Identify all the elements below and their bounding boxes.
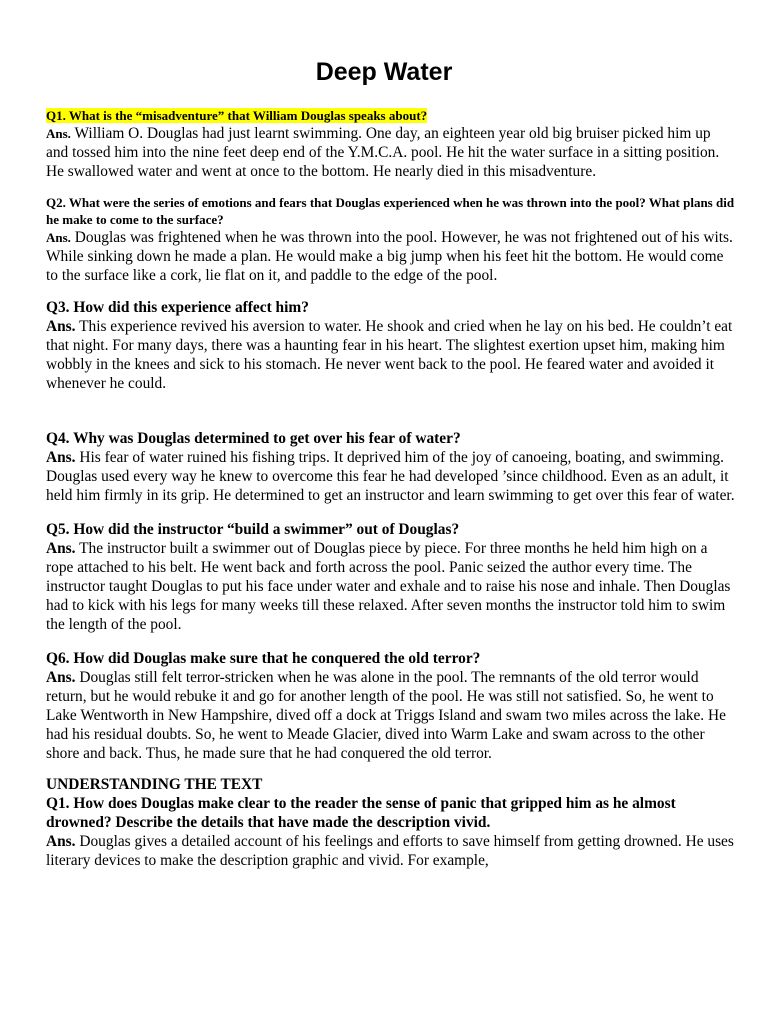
question-6: Q6. How did Douglas make sure that he conquered the old terror? (46, 650, 481, 667)
qa-block-5 (46, 520, 736, 634)
question-2: Q2. What were the series of emotions and fears that Douglas experienced when he was thrown into the pool? What plans did he make to come to the surface? (46, 195, 735, 227)
question-4: Q4. Why was Douglas determined to get over his fear of water? (46, 430, 461, 447)
answer-label: Ans. (46, 669, 76, 686)
section-question-1: Q1. How does Douglas make clear to the reader the sense of panic that gripped him as he almost drowned? Describe the details that have made the description vivid. (46, 795, 676, 831)
document-body (46, 107, 736, 870)
qa-block-6 (46, 649, 736, 763)
answer-label: Ans. (46, 230, 71, 245)
answer-1 (46, 124, 736, 181)
answer-label: Ans. (46, 449, 76, 466)
page-title: Deep Water (315, 58, 453, 86)
question-5: Q5. How did the instructor “build a swimmer” out of Douglas? (46, 521, 460, 538)
answer-text: Douglas still felt terror-stricken when he was alone in the pool. The remnants of the old terror would return, but he would rebuke it and go for another length of the pool. He was still not satisfied. So, he went to Lake Wentworth in New Hampshire, dived off a dock at Triggs Island and swam two miles across the lake. He had his residual doubts. So, he went to Meade Glacier, dived into Warm Lake and swam across to the other shore and back. Thus, he made sure that he had conquered the old terror. (46, 669, 726, 762)
question-3: Q3. How did this experience affect him? (46, 299, 309, 316)
understanding-section (46, 775, 736, 870)
question-1 (46, 107, 736, 124)
answer-text: William O. Douglas had just learnt swimming. One day, an eighteen year old big bruiser picked him up and tossed him into the nine feet deep end of the Y.M.C.A. pool. He hit the water surface in a sitting position. He swallowed water and went at once to the bottom. He nearly died in this misadventure. (46, 125, 720, 180)
answer-text: Douglas gives a detailed account of his feelings and efforts to save himself from getting drowned. He uses literary devices to make the description graphic and vivid. For example, (46, 833, 734, 869)
answer-6 (46, 668, 736, 763)
answer-4 (46, 448, 736, 505)
answer-text: His fear of water ruined his fishing trips. It deprived him of the joy of canoeing, boating, and swimming. Douglas used every way he knew to overcome this fear he had developed ’since childhood. Even as an adult, it held him firmly in its grip. He determined to get an instructor and learn swimming to get over this fear of water. (46, 449, 735, 504)
qa-block-1 (46, 107, 736, 181)
answer-text: This experience revived his aversion to water. He shook and cried when he lay on his bed. He couldn’t eat that night. For many days, there was a haunting fear in his heart. The slightest exertion upset him, making him wobbly in the knees and sick to his stomach. He never went back to the pool. He feared water and avoided it whenever he could. (46, 318, 733, 392)
highlighted-question-text: Q1. What is the “misadventure” that William Douglas speaks about? (46, 108, 428, 123)
answer-5 (46, 539, 736, 634)
answer-label: Ans. (46, 833, 76, 850)
answer-label: Ans. (46, 126, 71, 141)
answer-2 (46, 228, 736, 285)
answer-text: Douglas was frightened when he was thrown into the pool. However, he was not frightened out of his wits. While sinking down he made a plan. He would make a big jump when his feet hit the bottom. He would come to the surface like a cork, lie flat on it, and paddle to the edge of the pool. (46, 229, 733, 284)
section-answer-1 (46, 832, 736, 870)
answer-label: Ans. (46, 318, 76, 335)
answer-3 (46, 317, 736, 393)
section-heading: UNDERSTANDING THE TEXT (46, 776, 263, 793)
qa-block-2 (46, 194, 736, 285)
qa-block-3 (46, 298, 736, 393)
answer-text: The instructor built a swimmer out of Douglas piece by piece. For three months he held him high on a rope attached to his belt. He went back and forth across the pool. Panic seized the author every time. The instructor taught Douglas to put his face under water and exhale and to raise his nose and inhale. Then Douglas had to kick with his legs for many weeks till these relaxed. After seven months the instructor told him to swim the length of the pool. (46, 540, 731, 633)
answer-label: Ans. (46, 540, 76, 557)
qa-block-4 (46, 429, 736, 505)
